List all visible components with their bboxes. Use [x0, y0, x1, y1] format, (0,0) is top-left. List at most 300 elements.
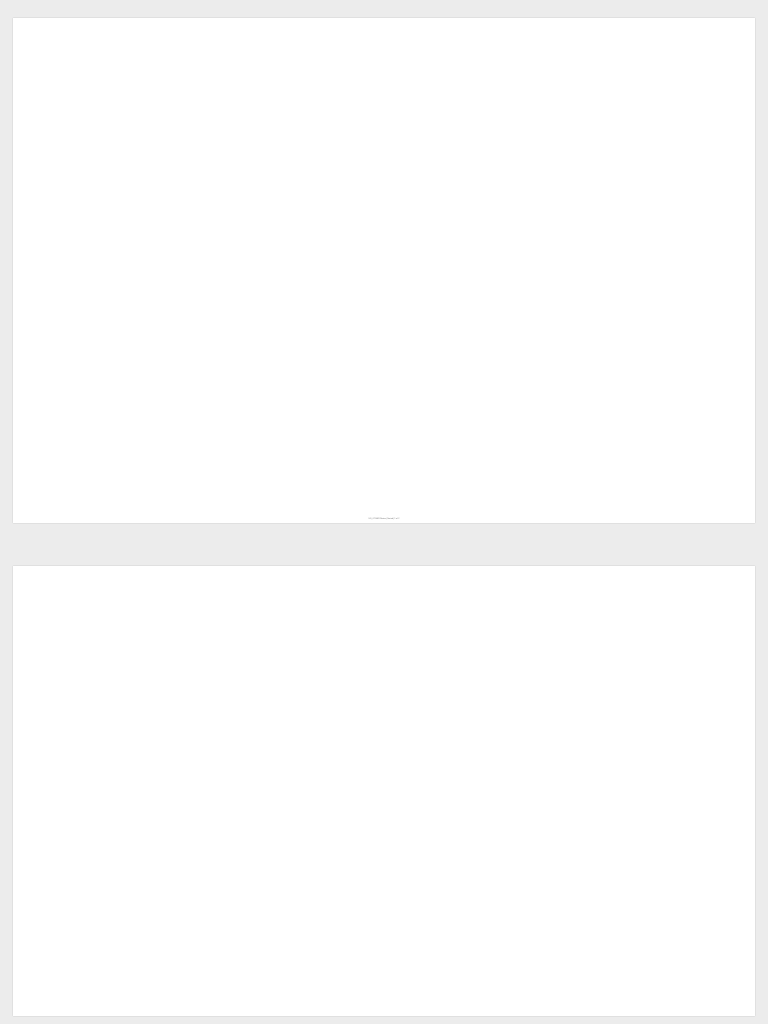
cell-code-b: ────: [104, 59, 108, 61]
cell-date: ────: [524, 154, 528, 156]
cell-address: ────────────────────────────────────────────: [344, 272, 391, 274]
cell-num: ────────: [504, 308, 513, 310]
cell-num: ─────: [504, 44, 509, 46]
cell-address: ─────────────────────────────────────────────────────────: [344, 205, 405, 207]
cell-st: ──: [76, 408, 78, 410]
cell-st: ───: [76, 712, 79, 714]
cell-phone: ──────: [478, 605, 484, 607]
cell-date: ──────: [524, 581, 530, 583]
cell-num: ──────: [504, 228, 510, 230]
cell-name: ─────────────────────────: [130, 142, 157, 144]
cell-st: ────: [76, 671, 80, 673]
cell-address: ──────────────────────────────────────────────────────: [344, 87, 401, 89]
cell-state: ────────────────: [18, 341, 35, 343]
cell-date: ─────────: [524, 699, 534, 701]
cell-alt-name: ─────────────: [246, 810, 260, 812]
cell-county: ──────────: [298, 179, 309, 181]
cell-flag: ───: [118, 768, 121, 770]
cell-num: ───: [504, 344, 507, 346]
cell-alt-name: ───────: [246, 815, 253, 817]
cell-phone: ──────: [478, 668, 484, 670]
cell-phone: ───────: [478, 769, 485, 771]
cell-address: ────────────────────────────────────────────: [344, 800, 391, 802]
cell-state: ────────────────────: [18, 687, 39, 689]
cell-flag: ────: [118, 725, 122, 727]
cell-num: ───────: [504, 205, 511, 207]
cell-date: ─────────: [524, 643, 534, 645]
cell-date: ────: [524, 277, 528, 279]
cell-st: ─────: [76, 338, 81, 340]
cell-county: ────────────: [298, 668, 311, 670]
cell-phone: ───────: [478, 682, 485, 684]
cell-code-b: ───────: [104, 773, 111, 775]
cell-county: ─────────: [298, 727, 308, 729]
cell-state: ─────────────────────────: [18, 707, 45, 709]
cell-code-a: ───: [88, 162, 91, 164]
cell-name: ──────────────────────: [130, 275, 153, 277]
cell-name: ────────────────────────────────────────────: [130, 720, 177, 722]
cell-state: ─────────────────────────: [18, 92, 45, 94]
cell-phone: ────────: [478, 597, 487, 599]
cell-num: ────────: [504, 311, 513, 313]
cell-address: ────────────────────────────────────────────────────: [344, 249, 399, 251]
cell-state: ──────────────────: [18, 426, 37, 428]
cell-code-a: ───: [88, 254, 91, 256]
cell-state: ─────────────────: [18, 412, 36, 414]
cell-date: ──────────: [524, 740, 535, 742]
cell-flag: ──: [118, 618, 120, 620]
cell-date: ────────: [524, 622, 533, 624]
cell-num: ───: [504, 179, 507, 181]
cell-date: ────: [524, 174, 528, 176]
cell-county: ─────────: [298, 208, 308, 210]
cell-code-a: ─────: [88, 664, 93, 666]
cell-st: ─────: [76, 65, 81, 67]
cell-alt-name: ───────: [246, 357, 253, 359]
cell-code-b: ─────: [104, 728, 109, 730]
cell-address: ────────────────────────────────────────: [344, 47, 387, 49]
cell-address: ────────────────────────────────────────────────────: [344, 339, 399, 341]
cell-county: ────────────────: [298, 142, 315, 144]
cell-phone: ────────: [478, 410, 487, 412]
cell-code-b: ─────: [104, 234, 109, 236]
cell-date: ──────: [524, 108, 530, 110]
cell-code-b: ──────: [104, 254, 110, 256]
cell-date: ───────: [524, 116, 531, 118]
cell-code-a: ───: [88, 787, 91, 789]
cell-phone: ──────: [478, 98, 484, 100]
cell-phone: ────────: [478, 221, 487, 223]
cell-flag: ────: [118, 362, 122, 364]
cell-flag: ──────: [118, 93, 124, 95]
cell-code-a: ─────: [88, 735, 93, 737]
cell-date: ──────────: [524, 142, 535, 144]
cell-address: ─────────────────────────────────────────────────────────────: [344, 677, 409, 679]
cell-state: ──────────────────────────: [18, 763, 46, 765]
cell-address: ────────────────────────────────: [344, 92, 378, 94]
cell-code-a: ──────: [88, 241, 94, 243]
cell-alt-name: ─────────: [246, 413, 256, 415]
cell-flag: ───: [118, 41, 121, 43]
cell-name: ───────────────────: [130, 608, 150, 610]
cell-code-b: ───: [104, 692, 107, 694]
cell-code-b: ──────: [104, 627, 110, 629]
cell-county: ──────────: [298, 52, 309, 54]
cell-flag: ────: [118, 83, 122, 85]
cell-address: ─────────────────────────────────────: [344, 590, 383, 592]
cell-code-b: ───: [104, 156, 107, 158]
cell-address: ──────────────────────────────────────────────────────: [344, 97, 401, 99]
cell-flag: ──: [118, 814, 120, 816]
cell-code-b: ─────: [104, 243, 109, 245]
cell-state: ───────────: [18, 74, 30, 76]
cell-phone: ────────: [478, 311, 487, 313]
cell-state: ─────────────: [18, 595, 32, 597]
cell-date: ─────────: [524, 82, 534, 84]
cell-state: ───────────────────────: [18, 750, 42, 752]
cell-st: ──: [76, 722, 78, 724]
cell-county: ─────────────: [298, 416, 312, 418]
cell-date: ─────: [524, 290, 529, 292]
cell-date: ───────: [524, 651, 531, 653]
cell-date: ────: [524, 625, 528, 627]
cell-flag: ────: [118, 717, 122, 719]
cell-state: ───────────────────────: [18, 394, 42, 396]
cell-address: ─────────────────────────────────────────: [344, 334, 388, 336]
cell-state: ────────────────: [18, 249, 35, 251]
cell-county: ───────: [298, 41, 305, 43]
cell-num: ────: [504, 85, 508, 87]
cell-code-b: ─────: [104, 293, 109, 295]
cell-date: ──────: [524, 361, 530, 363]
cell-county: ────────────: [298, 641, 311, 643]
cell-st: ───: [76, 750, 79, 752]
cell-state: ──────────────────────────: [18, 604, 46, 606]
cell-st: ────: [76, 600, 80, 602]
cell-date: ──────: [524, 52, 530, 54]
cell-state: ──────────────────────────: [18, 686, 46, 688]
cell-phone: ───────: [478, 622, 485, 624]
cell-county: ───────────: [298, 686, 310, 688]
cell-county: ────────────────: [298, 97, 315, 99]
cell-alt-name: ──────────: [246, 233, 257, 235]
cell-st: ────: [76, 339, 80, 341]
cell-code-a: ───────: [88, 630, 95, 632]
cell-county: ──────: [298, 126, 304, 128]
cell-code-b: ──────: [104, 659, 110, 661]
cell-phone: ─────────: [478, 351, 488, 353]
cell-flag: ────: [118, 184, 122, 186]
cell-code-b: ─────: [104, 751, 109, 753]
cell-st: ──: [76, 243, 78, 245]
cell-name: ──────────────────────────: [130, 257, 158, 259]
cell-date: ─────: [524, 702, 529, 704]
cell-phone: ────────: [478, 743, 487, 745]
cell-county: ─────────────────: [298, 590, 316, 592]
cell-st: ───: [76, 402, 79, 404]
cell-notes: ──────────────────────────────────────────────────: [558, 773, 611, 775]
cell-num: ───: [504, 167, 507, 169]
cell-num: ──────: [504, 274, 510, 276]
cell-state: ──────────────────────────: [18, 692, 46, 694]
cell-state: ───────────────: [18, 239, 34, 241]
cell-name: ─────────────────────────────────: [130, 397, 165, 399]
cell-num: ──────: [504, 425, 510, 427]
cell-address: ─────────────────────────: [344, 124, 371, 126]
cell-state: ────────────: [18, 730, 31, 732]
cell-county: ────────────────: [298, 633, 315, 635]
cell-code-a: ────: [88, 712, 92, 714]
cell-st: ────: [76, 29, 80, 31]
cell-st: ─────: [76, 735, 81, 737]
cell-date: ────────: [524, 661, 533, 663]
cell-address: ──────────────────────────────────────────────: [344, 279, 393, 281]
cell-phone: ─────: [478, 758, 483, 760]
cell-code-b: ────: [104, 223, 108, 225]
cell-flag: ────: [118, 585, 122, 587]
cell-st: ───: [76, 387, 79, 389]
cell-num: ──────: [504, 674, 510, 676]
cell-code-a: ──────: [88, 243, 94, 245]
cell-name: ─────────────────────────: [130, 753, 157, 755]
cell-name: ─────────────────: [130, 251, 148, 253]
cell-code-a: ───: [88, 654, 91, 656]
cell-county: ───────────: [298, 704, 310, 706]
cell-num: ──────: [504, 106, 510, 108]
cell-state: ───────────────────────────: [18, 118, 47, 120]
cell-state: ──────────────────────: [18, 300, 41, 302]
cell-name: ────────────────────────────────────────────: [130, 745, 177, 747]
cell-num: ──────: [504, 147, 510, 149]
cell-flag: ───: [118, 746, 121, 748]
cell-state: ───────────────: [18, 269, 34, 271]
cell-flag: ────: [118, 330, 122, 332]
cell-name: ───────────────────────: [130, 715, 154, 717]
cell-flag: ────: [118, 663, 122, 665]
cell-alt-name: ────────────: [246, 131, 259, 133]
cell-num: ───────: [504, 745, 511, 747]
cell-st: ───: [76, 229, 79, 231]
cell-flag: ───: [118, 328, 121, 330]
cell-code-a: ─────: [88, 413, 93, 415]
cell-state: ───────────: [18, 761, 30, 763]
cell-num: ────────: [504, 75, 513, 77]
cell-phone: ────: [478, 192, 482, 194]
cell-name: ─────────────────────────────: [130, 426, 161, 428]
cell-code-a: ────: [88, 167, 92, 169]
cell-st: ────: [76, 113, 80, 115]
cell-address: ────────────────────────────────────────────────────: [344, 771, 399, 773]
cell-alt-name: ─────────────: [246, 287, 260, 289]
cell-state: ───────────: [18, 233, 30, 235]
cell-state: ────────────────────────: [18, 311, 44, 313]
cell-name: ────────────────────────────────────────: [130, 220, 173, 222]
cell-date: ─────: [524, 162, 529, 164]
cell-flag: ───: [118, 357, 121, 359]
cell-name: ───────────────────────────────────────: [130, 581, 171, 583]
cell-date: ───────: [524, 336, 531, 338]
cell-alt-name: ────────────: [246, 54, 259, 56]
cell-state: ─────────────: [18, 664, 32, 666]
cell-state: ───────────: [18, 671, 30, 673]
cell-flag: ─────: [118, 326, 123, 328]
cell-code-a: ───: [88, 700, 91, 702]
cell-county: ───────────────: [298, 300, 314, 302]
cell-num: ────: [504, 233, 508, 235]
cell-name: ───────────────────────────: [130, 725, 159, 727]
cell-phone: ──────: [478, 390, 484, 392]
cell-flag: ─────: [118, 311, 123, 313]
cell-state: ────────────────────────: [18, 144, 44, 146]
cell-notes: ─────────────────────────────────────────────: [558, 349, 606, 351]
cell-phone: ────────: [478, 792, 487, 794]
cell-date: ────────: [524, 692, 533, 694]
cell-st: ──: [76, 236, 78, 238]
cell-code-a: ──────: [88, 323, 94, 325]
cell-notes: ───────────────────────────────────────────────────: [558, 371, 612, 373]
cell-name: ──────────────────────: [130, 653, 153, 655]
cell-state: ───────────────: [18, 111, 34, 113]
cell-name: ────────────────────────: [130, 773, 156, 775]
cell-phone: ─────────: [478, 727, 488, 729]
cell-name: ───────────────────────: [130, 713, 154, 715]
cell-st: ────: [76, 364, 80, 366]
cell-alt-name: ───────────: [246, 67, 258, 69]
cell-st: ───: [76, 289, 79, 291]
cell-code-b: ─────: [104, 165, 109, 167]
cell-name: ──────────────────────: [130, 49, 153, 51]
cell-address: ────────────────────────────────────────────────────: [344, 371, 399, 373]
cell-phone: ────: [478, 379, 482, 381]
cell-date: ──────────: [524, 408, 535, 410]
cell-name: ────────────────────────────────────────: [130, 612, 173, 614]
cell-address: ─────────────────────────────────────────────────: [344, 718, 396, 720]
cell-code-b: ────: [104, 686, 108, 688]
cell-state: ────────────────: [18, 576, 35, 578]
cell-name: ───────────────────────────────: [130, 668, 163, 670]
cell-code-a: ────: [88, 128, 92, 130]
cell-flag: ───: [118, 90, 121, 92]
cell-notes: ─────────────────────────────────────────────: [558, 715, 606, 717]
cell-notes: ──────────────────────────────────────────: [558, 597, 603, 599]
cell-date: ────: [524, 377, 528, 379]
cell-flag: ───: [118, 88, 121, 90]
cell-address: ─────────────────────────────────────────────: [344, 180, 392, 182]
cell-code-a: ──────: [88, 661, 94, 663]
cell-num: ─────: [504, 187, 509, 189]
cell-county: ───────────────: [298, 138, 314, 140]
cell-county: ─────────────────: [298, 161, 316, 163]
cell-name: ─────────────────────────────────────────────: [130, 717, 178, 719]
cell-phone: ─────: [478, 238, 483, 240]
cell-phone: ───────: [478, 267, 485, 269]
cell-flag: ────: [118, 815, 122, 817]
cell-state: ───────────────: [18, 188, 34, 190]
cell-state: ─────────────────────: [18, 167, 40, 169]
cell-phone: ─────────: [478, 195, 488, 197]
cell-st: ───: [76, 346, 79, 348]
cell-num: ────: [504, 275, 508, 277]
cell-num: ───────: [504, 261, 511, 263]
cell-address: ────────────────────────────────────────────: [344, 379, 391, 381]
roster-table: [18, 26, 750, 428]
cell-flag: ────: [118, 787, 122, 789]
cell-phone: ───────: [478, 341, 485, 343]
cell-state: ───────────────────────: [18, 623, 42, 625]
cell-phone: ─────────: [478, 139, 488, 141]
cell-phone: ────────: [478, 372, 487, 374]
cell-county: ───────────────: [298, 359, 314, 361]
cell-phone: ─────────: [478, 339, 488, 341]
cell-address: ───────────────────────────────────────────: [344, 604, 390, 606]
cell-code-a: ──────: [88, 753, 94, 755]
cell-flag: ──────: [118, 410, 124, 412]
cell-phone: ────: [478, 42, 482, 44]
cell-code-b: ────: [104, 398, 108, 400]
cell-address: ────────────────────────────────────────────────────────: [344, 732, 404, 734]
cell-notes: ─────────────────────────────────────────────────────: [558, 223, 614, 225]
cell-date: ────: [524, 677, 528, 679]
cell-name: ───────────────────────────────────: [130, 664, 167, 666]
cell-address: ──────────────────────────────────────────────: [344, 128, 393, 130]
cell-flag: ─────: [118, 297, 123, 299]
cell-address: ────────────────────────: [344, 715, 370, 717]
cell-address: ────────────────────────────────────────────: [344, 659, 391, 661]
cell-flag: ──: [118, 408, 120, 410]
cell-num: ───: [504, 111, 507, 113]
cell-state: ───────────────────────: [18, 799, 42, 801]
cell-state: ────────────────────────────: [18, 254, 48, 256]
cell-num: ───: [504, 110, 507, 112]
cell-phone: ──────: [478, 234, 484, 236]
cell-num: ───────: [504, 390, 511, 392]
cell-code-b: ───────: [104, 42, 111, 44]
cell-county: ─────────────────: [298, 735, 316, 737]
cell-state: ───────────────────: [18, 170, 38, 172]
cell-flag: ──────: [118, 786, 124, 788]
cell-date: ─────────: [524, 589, 534, 591]
cell-code-a: ───: [88, 233, 91, 235]
cell-code-b: ────: [104, 36, 108, 38]
cell-address: ─────────────────────────────────────────: [344, 202, 388, 204]
cell-st: ────: [76, 300, 80, 302]
cell-flag: ──: [118, 773, 120, 775]
cell-address: ──────────────────────────────────────: [344, 303, 384, 305]
cell-state: ─────────────: [18, 659, 32, 661]
cell-code-a: ────: [88, 100, 92, 102]
cell-name: ─────────────────────: [130, 134, 152, 136]
cell-state: ──────────: [18, 398, 29, 400]
cell-code-a: ─────: [88, 187, 93, 189]
cell-st: ─────: [76, 336, 81, 338]
cell-code-a: ───: [88, 101, 91, 103]
cell-phone: ─────: [478, 208, 483, 210]
cell-num: ─────: [504, 229, 509, 231]
cell-st: ───: [76, 69, 79, 71]
cell-county: ────────────────: [298, 382, 315, 384]
cell-name: ────────────────────: [130, 152, 151, 154]
cell-name: ──────────────────────────────────────────: [130, 407, 175, 409]
cell-code-b: ────: [104, 727, 108, 729]
cell-st: ────: [76, 756, 80, 758]
cell-code-b: ─────: [104, 52, 109, 54]
cell-state: ─────────────────────: [18, 638, 40, 640]
cell-code-b: ────: [104, 800, 108, 802]
cell-alt-name: ─────────: [246, 333, 256, 335]
cell-name: ─────────────────────────: [130, 111, 157, 113]
cell-state: ─────────────────────────: [18, 779, 45, 781]
cell-state: ─────────────: [18, 804, 32, 806]
